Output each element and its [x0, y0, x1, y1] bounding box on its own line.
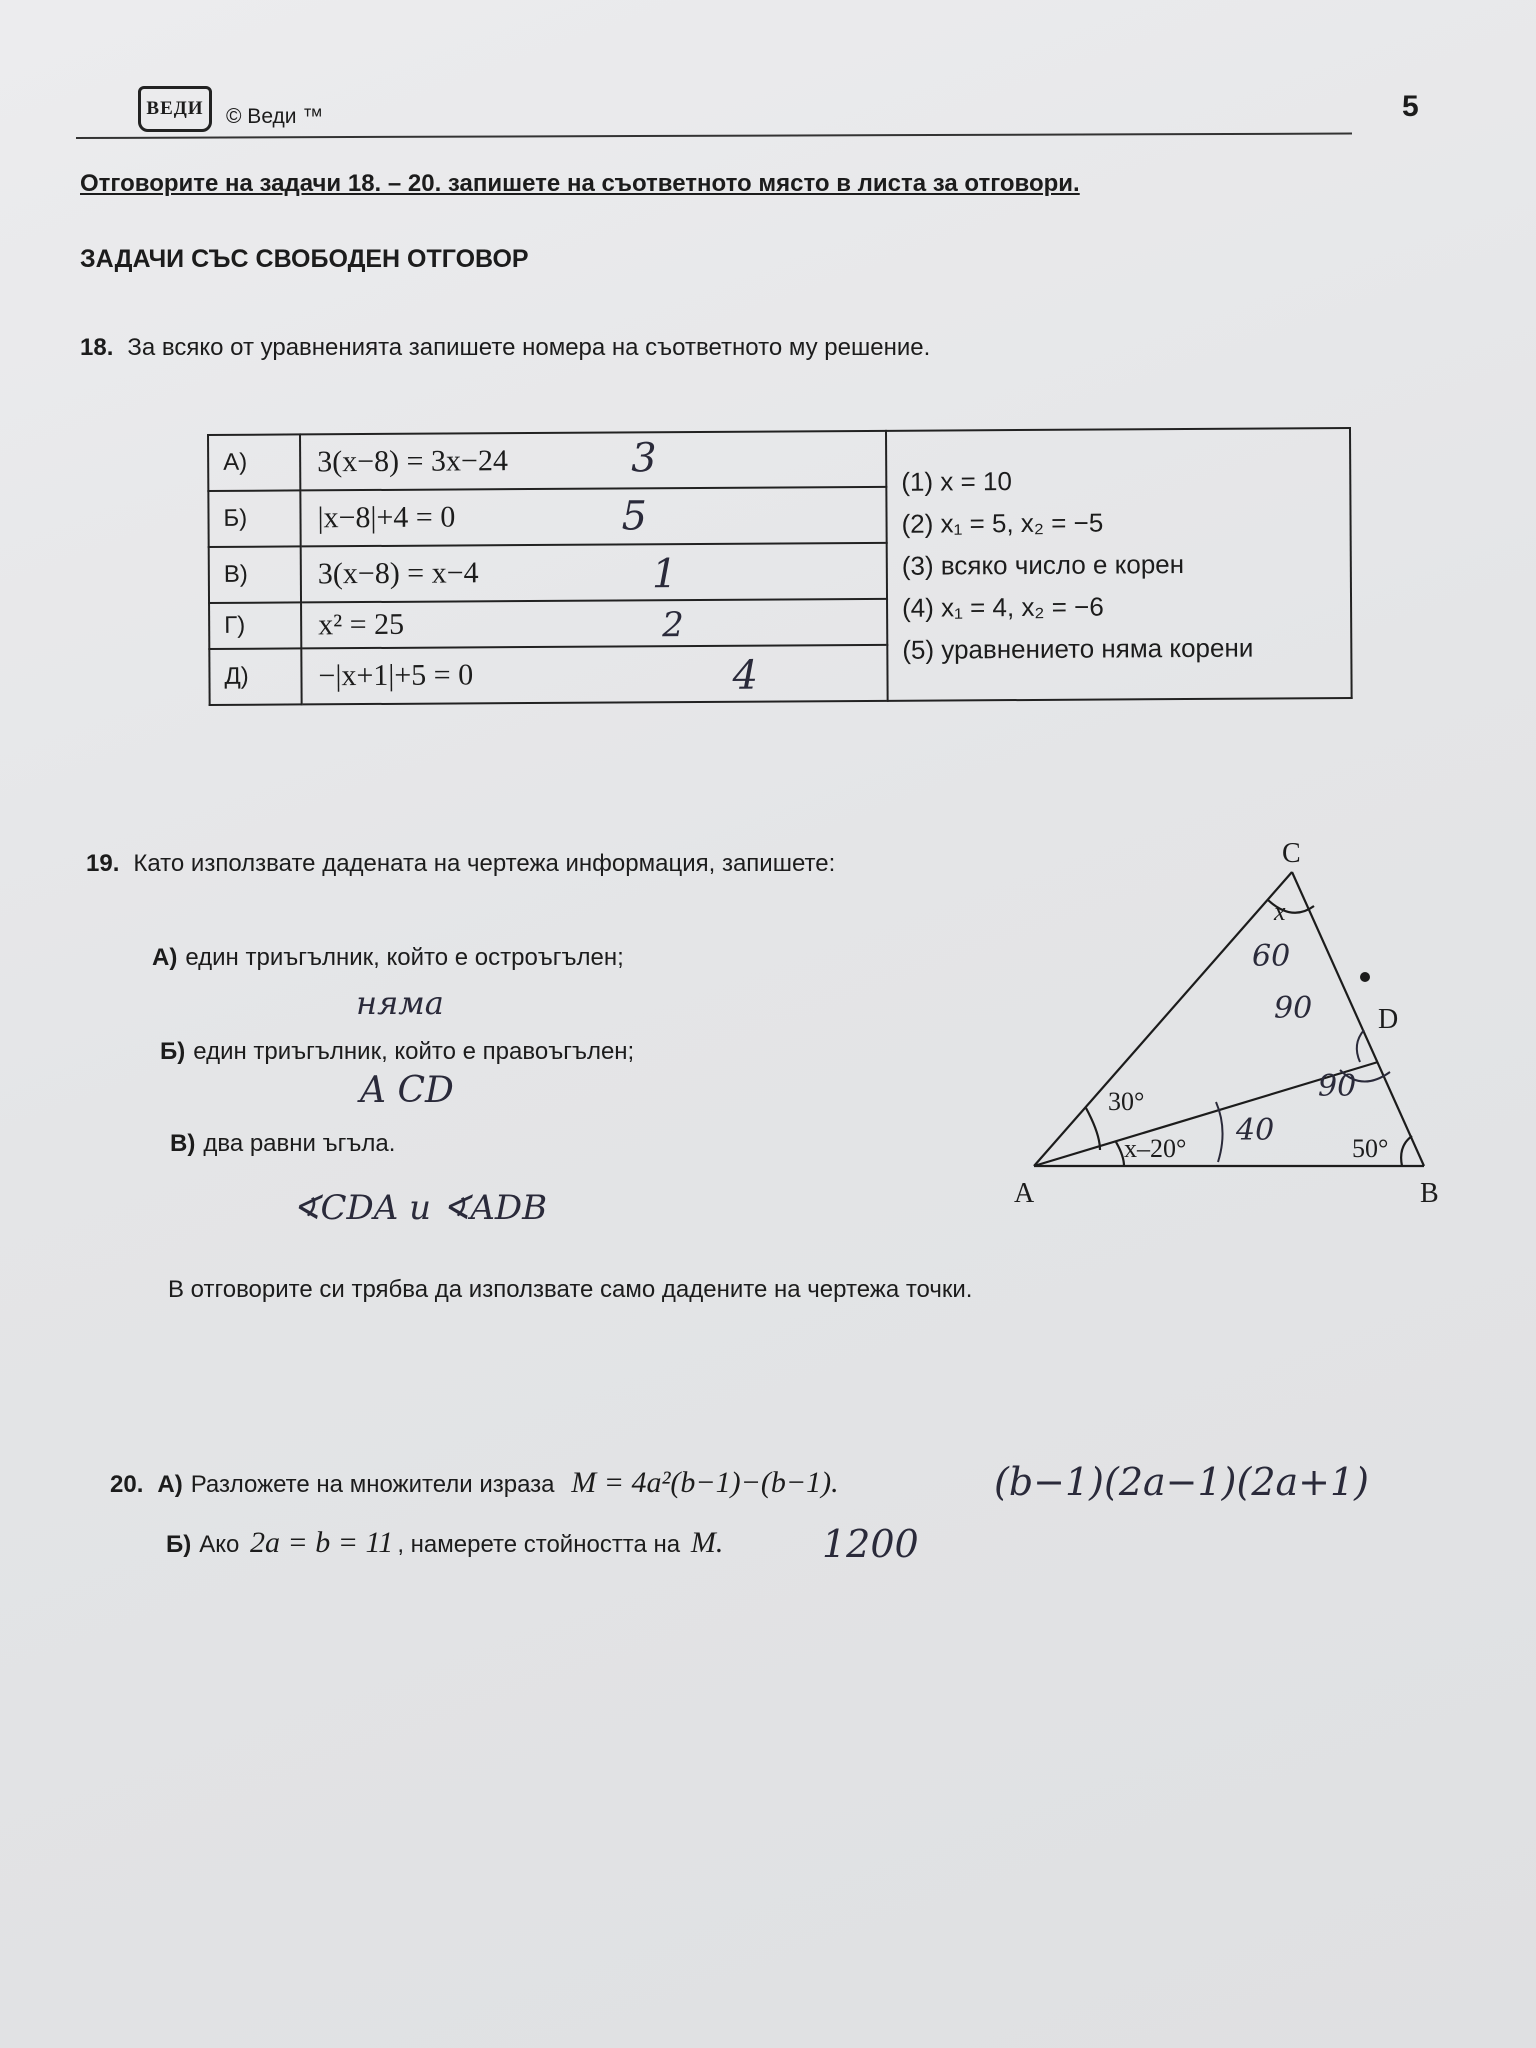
q20-number: 20.	[110, 1471, 144, 1498]
q19-part-c-label: В)	[170, 1130, 196, 1157]
q19-part-b-label: Б)	[160, 1038, 186, 1065]
q18-solution: (4) x₁ = 4, x₂ = −6	[901, 591, 1104, 623]
hand-label-90-bottom: 90	[1318, 1069, 1357, 1104]
q20-part-b-expression: 2a = b = 11	[250, 1526, 394, 1559]
publisher-logo: ВЕДИ	[138, 86, 212, 132]
q18-row-answer: 5	[621, 493, 648, 540]
angle-b-label: 50°	[1352, 1134, 1389, 1163]
label-c: C	[1282, 838, 1301, 869]
q20-part-b-variable: M.	[690, 1526, 724, 1559]
q18-solutions	[886, 428, 1352, 701]
q20-part-b-text-1: Ако	[199, 1531, 240, 1558]
q20-part-b-label: Б)	[166, 1531, 192, 1558]
q18-solution: (2) x₁ = 5, x₂ = −5	[901, 507, 1104, 539]
label-d: D	[1378, 1004, 1399, 1035]
q19-prompt	[86, 850, 835, 878]
q18-solution: (3) всяко число е корен	[901, 549, 1185, 581]
q20-part-a-label: А)	[157, 1471, 183, 1498]
header-divider	[76, 133, 1352, 139]
q18-row-equation: 3(x−8) = 3x−24	[317, 444, 509, 479]
hand-angle-arc	[1357, 1030, 1364, 1062]
section-title: ЗАДАЧИ СЪС СВОБОДЕН ОТГОВОР	[80, 245, 529, 273]
angle-a-top-arc	[1086, 1108, 1100, 1150]
q19-number: 19.	[86, 850, 120, 877]
q18-prompt	[80, 334, 930, 362]
triangle-diagram	[1000, 830, 1470, 1220]
hand-label-90-top: 90	[1274, 991, 1313, 1026]
q18-row-equation: 3(x−8) = x−4	[317, 556, 479, 591]
q19-part-b	[160, 1038, 634, 1066]
label-b: B	[1420, 1178, 1439, 1209]
q18-solution: (1) x = 10	[901, 466, 1012, 497]
q18-row-answer: 3	[631, 435, 657, 482]
q18-row-equation-cell	[301, 645, 887, 705]
q18-row-equation: |x−8|+4 = 0	[317, 500, 456, 535]
q20-part-b	[166, 1526, 723, 1560]
q19-part-c-answer: ∢CDA и ∢ADB	[292, 1188, 548, 1228]
angle-a-bottom-label: x–20°	[1124, 1134, 1187, 1163]
q18-table	[207, 427, 1353, 706]
q19-part-a-text: един триъгълник, който е остроъгълен;	[185, 944, 624, 971]
q18-row-label: Г)	[209, 602, 301, 649]
q18-row-answer: 4	[732, 652, 759, 699]
hand-label-60: 60	[1252, 939, 1291, 974]
q20-part-a-expression: M = 4a²(b−1)−(b−1).	[571, 1466, 839, 1499]
copyright-text: © Веди ™	[226, 105, 324, 128]
q19-part-c-text: два равни ъгъла.	[203, 1130, 396, 1157]
q19-part-b-text: един триъгълник, който е правоъгълен;	[193, 1038, 635, 1065]
q18-row-equation: −|x+1|+5 = 0	[318, 658, 474, 693]
hand-label-40: 40	[1236, 1113, 1275, 1148]
angle-b-arc	[1401, 1136, 1412, 1166]
label-a: A	[1014, 1178, 1035, 1209]
angle-c-label: x	[1274, 897, 1286, 926]
q18-row-label: Б)	[208, 490, 300, 547]
angle-a-top-label: 30°	[1108, 1087, 1145, 1116]
instruction-text: Отговорите на задачи 18. – 20. запишете на съответното място в листа за отговори.	[80, 170, 1080, 197]
q19-part-a-label: А)	[152, 944, 178, 971]
q19-part-a	[152, 944, 624, 972]
page-number: 5	[1402, 90, 1419, 123]
q18-row-equation-cell	[300, 431, 886, 491]
q20-part-a-text: Разложете на множители израза	[190, 1471, 555, 1498]
q18-row-equation-cell	[301, 599, 887, 649]
q18-row-answer: 1	[651, 551, 678, 598]
ink-dot	[1360, 972, 1370, 982]
q18-row-label: Д)	[209, 648, 301, 705]
angle-a-bottom-arc	[1116, 1142, 1124, 1166]
q20-part-b-text-2: , намерете стойността на	[397, 1531, 681, 1558]
q19-note: В отговорите си трябва да използвате само дадените на чертежа точки.	[168, 1276, 973, 1303]
q18-solution: (5) уравнението няма корени	[902, 632, 1254, 665]
q18-row-equation-cell	[300, 487, 886, 547]
q18-row-equation: x² = 25	[318, 607, 405, 642]
q18-row-label: В)	[209, 546, 301, 603]
q19-part-a-answer: няма	[356, 984, 444, 1022]
q18-number: 18.	[80, 334, 114, 361]
q18-text: За всяко от уравненията запишете номера на съответното му решение.	[127, 334, 931, 361]
q20-part-a	[110, 1466, 839, 1500]
q18-row-equation-cell	[301, 543, 887, 603]
q19-text: Като използвате дадената на чертежа информация, запишете:	[133, 850, 836, 877]
q20-part-b-answer: 1200	[822, 1522, 919, 1566]
q18-row-answer: 2	[662, 605, 684, 646]
q18-row-label: А)	[208, 434, 300, 491]
q19-part-b-answer: A CD	[360, 1070, 454, 1111]
q20-part-a-answer: (b−1)(2a−1)(2a+1)	[994, 1460, 1369, 1504]
q19-part-c	[170, 1130, 395, 1158]
